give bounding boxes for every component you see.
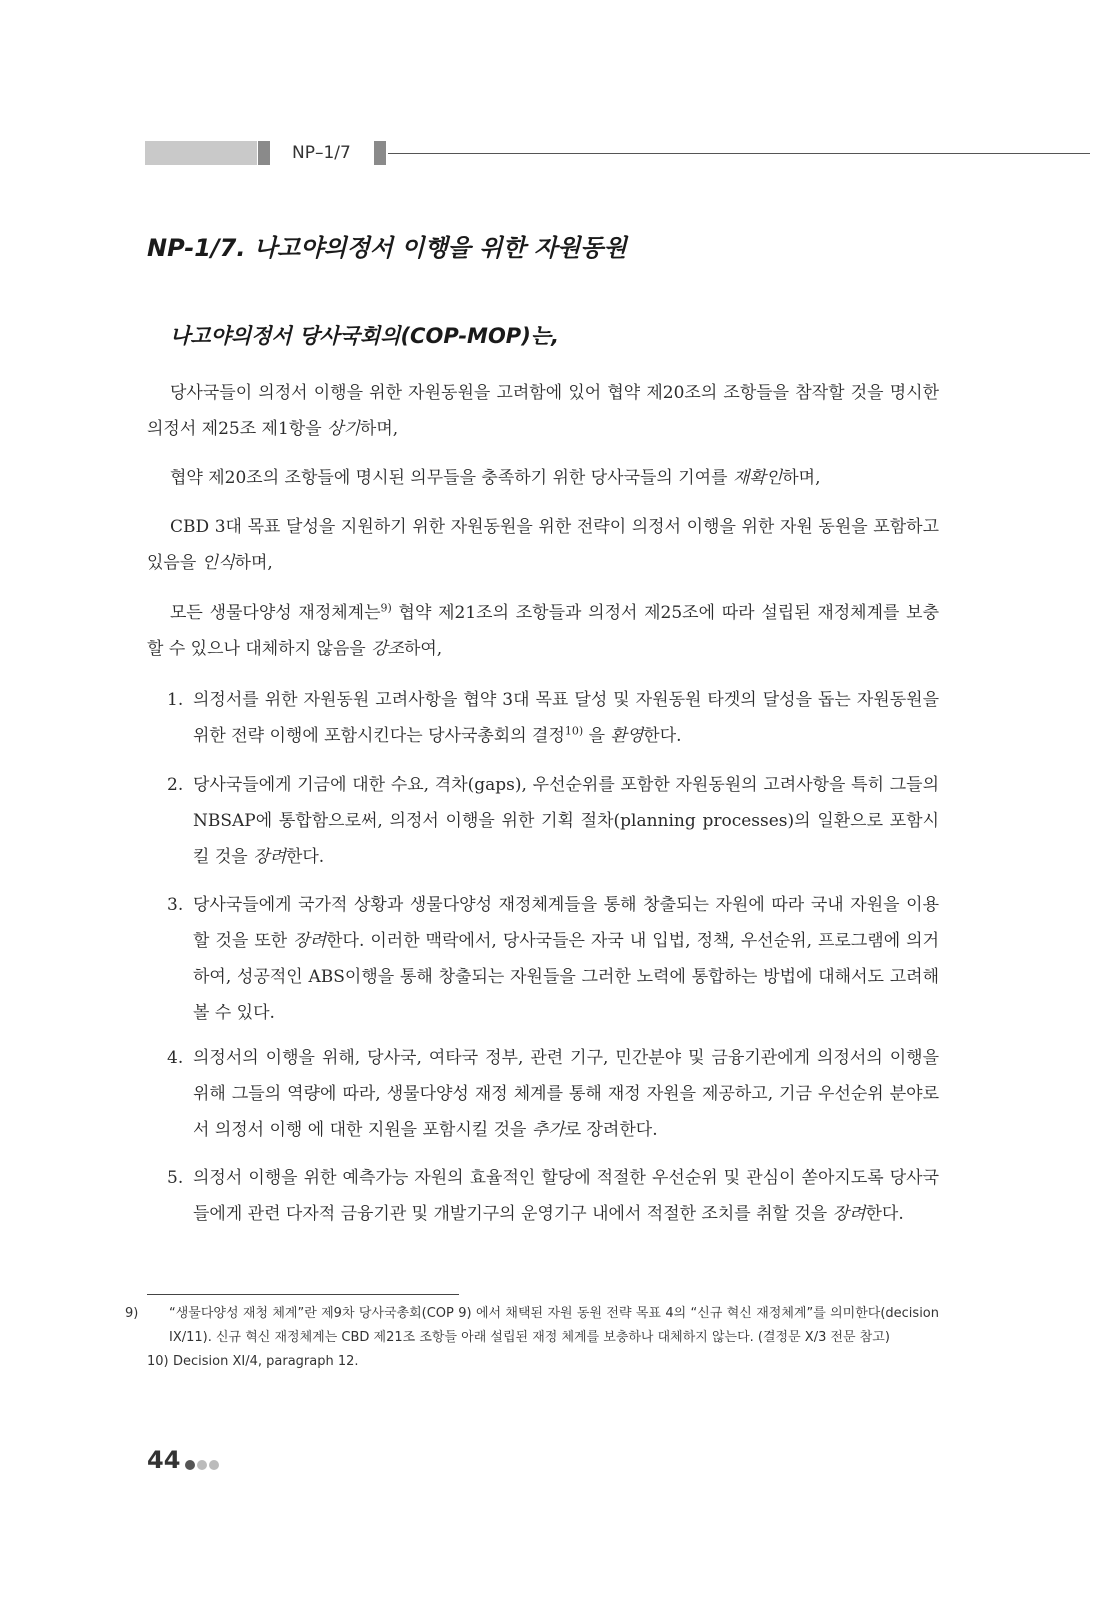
footnote — [147, 1350, 939, 1374]
emphasis: 인식 — [201, 553, 235, 573]
list-item: 2. 당사국들에게 기금에 대한 수요, 격차(gaps), 우선순위를 포함한 자원동원의 고려사항을 특히 그들의 NBSAP에 통합함으로써, 의정서 이행을 위한 기획 절차(planning processes)의 일환으로 포함시킬 것을 장려한다. — [147, 767, 939, 875]
item-number: 4. — [167, 1048, 184, 1068]
item-number: 2. — [167, 775, 184, 795]
item-number: 5. — [167, 1168, 184, 1188]
footnote-ref: 10) — [564, 724, 584, 738]
emphasis: 장려 — [253, 847, 286, 867]
footnotes — [125, 1302, 939, 1374]
emphasis: 장려 — [293, 931, 327, 951]
emphasis: 강조 — [371, 639, 404, 659]
item-number: 1. — [167, 690, 184, 710]
page-title: NP-1/7. 나고야의정서 이행을 위한 자원동원 — [147, 234, 627, 262]
page-dots — [185, 1455, 221, 1474]
preamble-paragraph-1: 당사국들이 의정서 이행을 위한 자원동원을 고려함에 있어 협약 제20조의 조항들을 참작할 것을 명시한 의정서 제25조 제1항을 상기하며, — [147, 383, 939, 439]
dot-icon — [185, 1460, 195, 1470]
dot-icon — [197, 1460, 207, 1470]
header-mark — [374, 141, 386, 165]
footnote-text: Decision XI/4, paragraph 12. — [173, 1354, 359, 1369]
emphasis: 장려 — [832, 1204, 866, 1224]
preamble-paragraph-2: 협약 제20조의 조항들에 명시된 의무들을 충족하기 위한 당사국들의 기여를 재확인하며, — [170, 468, 821, 488]
preamble-paragraph-3: CBD 3대 목표 달성을 지원하기 위한 자원동원을 위한 전략이 의정서 이행을 위한 자원 동원을 포함하고 있음을 인식하며, — [147, 517, 939, 573]
header-bar — [145, 141, 257, 165]
page-subtitle: 나고야의정서 당사국회의(COP-MOP)는, — [170, 324, 560, 348]
footnote-text: “생물다양성 재청 체계”란 제9차 당사국총회(COP 9) 에서 채택된 자원 동원 전략 목표 4의 “신규 혁신 재정체계”를 의미한다(decision IX/11). 신규 혁신 재정체계는 CBD 제21조 조항들 아래 설립된 재정 체계를 보충하나 대체하지 않는다. (결정문 X/3 전문 참고) — [169, 1306, 939, 1345]
list-item: 5. 의정서 이행을 위한 예측가능 자원의 효율적인 할당에 적절한 우선순위 및 관심이 쏟아지도록 당사국들에게 관련 다자적 금융기관 및 개발기구의 운영기구 내에서 적절한 조치를 취할 것을 장려한다. — [147, 1160, 939, 1232]
emphasis: 상기 — [327, 419, 360, 439]
list-item: 4. 의정서의 이행을 위해, 당사국, 여타국 정부, 관련 기구, 민간분야 및 금융기관에게 의정서의 이행을 위해 그들의 역량에 따라, 생물다양성 재정 체계를 통해 재정 자원을 제공하고, 기금 우선순위 분야로서 의정서 이행 에 대한 지원을 포함시킬 것을 추가로 장려한다. — [147, 1040, 939, 1148]
preamble-paragraph-4: 모든 생물다양성 재정체계는$^{9)}$ 협약 제21조의 조항들과 의정서 제25조에 따라 설립된 재정체계를 보충할 수 있으나 대체하지 않음을 강조하여, — [147, 601, 939, 659]
emphasis: 환영 — [610, 726, 644, 746]
footnote-ref: 9) — [380, 601, 392, 615]
header-bar-accent — [258, 141, 270, 165]
emphasis: 재확인 — [732, 468, 783, 488]
footnote — [125, 1302, 939, 1350]
page-number: 44 — [147, 1446, 181, 1474]
header-label: NP–1/7 — [292, 143, 351, 163]
footnote-number: 9) — [125, 1306, 139, 1321]
footnote-rule — [147, 1294, 459, 1295]
emphasis: 추가 — [531, 1120, 565, 1140]
item-number: 3. — [167, 895, 184, 915]
footnote-number: 10) — [147, 1354, 169, 1369]
header-rule — [388, 153, 1090, 154]
list-item: 3. 당사국들에게 국가적 상황과 생물다양성 재정체계들을 통해 창출되는 자원에 따라 국내 자원을 이용할 것을 또한 장려한다. 이러한 맥락에서, 당사국들은 자국 내 입법, 정책, 우선순위, 프로그램에 의거하여, 성공적인 ABS이행을 통해 창출되는 자원들을 그러한 노력에 통합하는 방법에 대해서도 고려해 볼 수 있다. — [147, 887, 939, 1031]
list-item: 1. 의정서를 위한 자원동원 고려사항을 협약 3대 목표 달성 및 자원동원 타겟의 달성을 돕는 자원동원을 위한 전략 이행에 포함시킨다는 당사국총회의 결정$^{10)}$ 을 환영한다. — [147, 682, 939, 754]
dot-icon — [209, 1460, 219, 1470]
